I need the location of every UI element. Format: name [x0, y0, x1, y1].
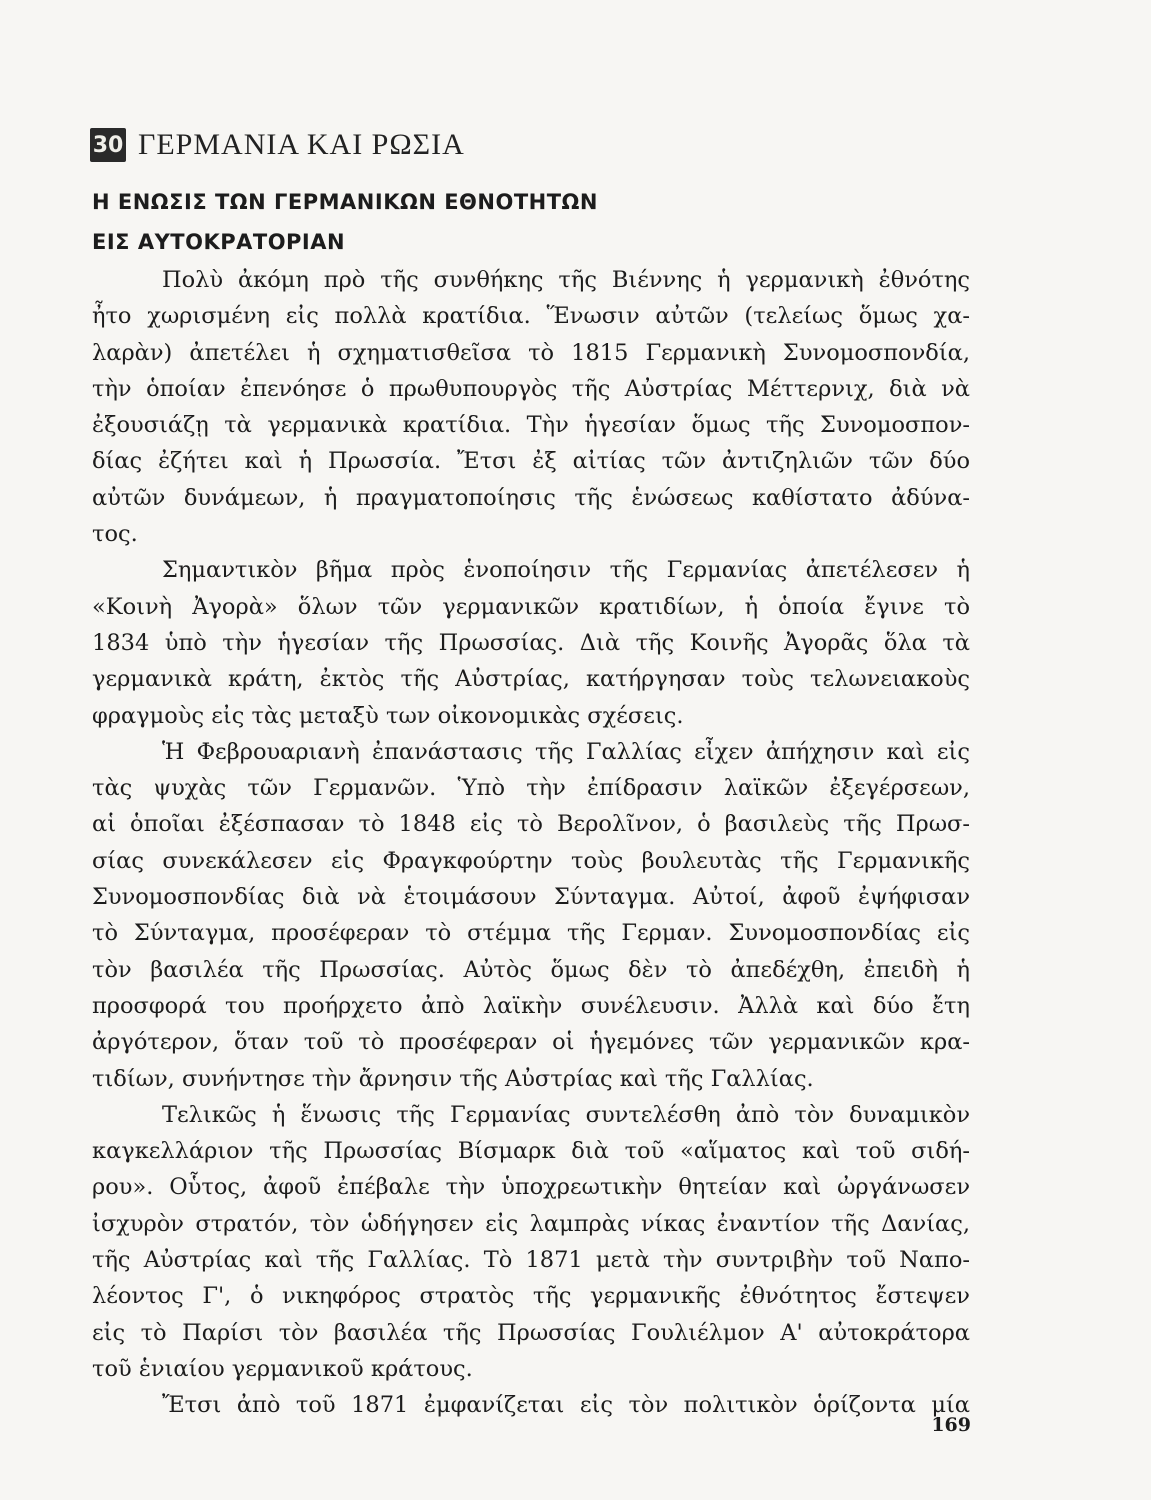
text-line: καγκελλάριον τῆς Πρωσσίας Βίσμαρκ διὰ τοῦ «αἵματος καὶ τοῦ σιδή-: [92, 1138, 970, 1165]
text-line: τὴν ὁποίαν ἐπενόησε ὁ πρωθυπουργὸς τῆς Αὐστρίας Μέττερνιχ, διὰ νὰ: [92, 375, 970, 402]
text-line: ἦτο χωρισμένη εἰς πολλὰ κρατίδια. Ἕνωσιν αὐτῶν (τελείως ὅμως χα-: [92, 303, 970, 330]
text-line: «Κοινὴ Ἀγορὰ» ὅλων τῶν γερμανικῶν κρατιδίων, ἡ ὁποία ἔγινε τὸ: [92, 593, 970, 620]
body-text: [92, 262, 970, 1424]
text-line: Σημαντικὸν βῆμα πρὸς ἑνοποίησιν τῆς Γερμανίας ἀπετέλεσεν ἡ: [162, 557, 970, 584]
text-line: προσφορά του προήρχετο ἀπὸ λαϊκὴν συνέλευσιν. Ἀλλὰ καὶ δύο ἔτη: [92, 992, 970, 1019]
chapter-title: ΓΕΡΜΑΝΙΑ ΚΑΙ ΡΩΣΙΑ: [138, 128, 465, 161]
text-line: Ἡ Φεβρουαριανὴ ἐπανάστασις τῆς Γαλλίας εἶχεν ἀπήχησιν καὶ εἰς: [162, 738, 970, 765]
chapter-header: [90, 128, 465, 162]
text-line: τὰς ψυχὰς τῶν Γερμανῶν. Ὑπὸ τὴν ἐπίδρασιν λαϊκῶν ἐξεγέρσεων,: [92, 775, 970, 802]
page-number: 169: [931, 1414, 971, 1436]
section-heading: [92, 182, 992, 262]
text-line: τὸν βασιλέα τῆς Πρωσσίας. Αὐτὸς ὅμως δὲν τὸ ἀπεδέχθη, ἐπειδὴ ἡ: [92, 956, 970, 983]
text-line: εἰς τὸ Παρίσι τὸν βασιλέα τῆς Πρωσσίας Γουλιέλμον Α' αὐτοκράτορα: [92, 1319, 970, 1346]
text-line: τῆς Αὐστρίας καὶ τῆς Γαλλίας. Τὸ 1871 μετὰ τὴν συντριβὴν τοῦ Ναπο-: [92, 1247, 970, 1274]
text-line: τιδίων, συνήντησε τὴν ἄρνησιν τῆς Αὐστρίας καὶ τῆς Γαλλίας.: [92, 1065, 814, 1092]
text-line: τὸ Σύνταγμα, προσέφεραν τὸ στέμμα τῆς Γερμαν. Συνομοσπονδίας εἰς: [92, 920, 970, 947]
text-line: φραγμοὺς εἰς τὰς μεταξὺ των οἰκονομικὰς σχέσεις.: [92, 702, 684, 729]
text-line: τοῦ ἑνιαίου γερμανικοῦ κράτους.: [92, 1355, 473, 1382]
text-line: λέοντος Γ', ὁ νικηφόρος στρατὸς τῆς γερμανικῆς ἐθνότητος ἔστεψεν: [92, 1283, 970, 1310]
text-line: Τελικῶς ἡ ἕνωσις τῆς Γερμανίας συντελέσθη ἀπὸ τὸν δυναμικὸν: [162, 1101, 970, 1128]
text-line: αἱ ὁποῖαι ἐξέσπασαν τὸ 1848 εἰς τὸ Βερολῖνον, ὁ βασιλεὺς τῆς Πρωσ-: [92, 811, 970, 838]
text-line: γερμανικὰ κράτη, ἐκτὸς τῆς Αὐστρίας, κατήργησαν τοὺς τελωνειακοὺς: [92, 666, 970, 693]
section-heading-line: Η ΕΝΩΣΙΣ ΤΩΝ ΓΕΡΜΑΝΙΚΩΝ ΕΘΝΟΤΗΤΩΝ: [92, 190, 598, 214]
text-line: σίας συνεκάλεσεν εἰς Φραγκφούρτην τοὺς βουλευτὰς τῆς Γερμανικῆς: [92, 847, 970, 874]
text-line: 1834 ὑπὸ τὴν ἡγεσίαν τῆς Πρωσσίας. Διὰ τῆς Κοινῆς Ἀγορᾶς ὅλα τὰ: [92, 629, 970, 656]
text-line: Συνομοσπονδίας διὰ νὰ ἑτοιμάσουν Σύνταγμα. Αὐτοί, ἀφοῦ ἐψήφισαν: [92, 884, 970, 911]
text-line: λαρὰν) ἀπετέλει ἡ σχηματισθεῖσα τὸ 1815 Γερμανικὴ Συνομοσπονδία,: [92, 339, 970, 366]
text-line: ρου». Οὗτος, ἀφοῦ ἐπέβαλε τὴν ὑποχρεωτικὴν θητείαν καὶ ὠργάνωσεν: [92, 1174, 970, 1201]
text-line: ἀργότερον, ὅταν τοῦ τὸ προσέφεραν οἱ ἡγεμόνες τῶν γερμανικῶν κρα-: [92, 1029, 970, 1056]
section-heading-line: ΕΙΣ ΑΥΤΟΚΡΑΤΟΡΙΑΝ: [92, 230, 346, 254]
chapter-number-badge: 30: [90, 128, 126, 162]
text-line: ἰσχυρὸν στρατόν, τὸν ὡδήγησεν εἰς λαμπρὰς νίκας ἐναντίον τῆς Δανίας,: [92, 1210, 970, 1237]
text-line: ἐξουσιάζῃ τὰ γερμανικὰ κρατίδια. Τὴν ἡγεσίαν ὅμως τῆς Συνομοσπον-: [92, 412, 970, 439]
text-line: τος.: [92, 521, 138, 548]
text-line: δίας ἐζήτει καὶ ἡ Πρωσσία. Ἔτσι ἐξ αἰτίας τῶν ἀντιζηλιῶν τῶν δύο: [92, 448, 970, 475]
text-line: Ἔτσι ἀπὸ τοῦ 1871 ἐμφανίζεται εἰς τὸν πολιτικὸν ὁρίζοντα μία: [162, 1392, 970, 1419]
text-line: Πολὺ ἀκόμη πρὸ τῆς συνθήκης τῆς Βιέννης ἡ γερμανικὴ ἐθνότης: [162, 267, 970, 293]
text-line: αὐτῶν δυνάμεων, ἡ πραγματοποίησις τῆς ἑνώσεως καθίστατο ἀδύνα-: [92, 484, 970, 511]
